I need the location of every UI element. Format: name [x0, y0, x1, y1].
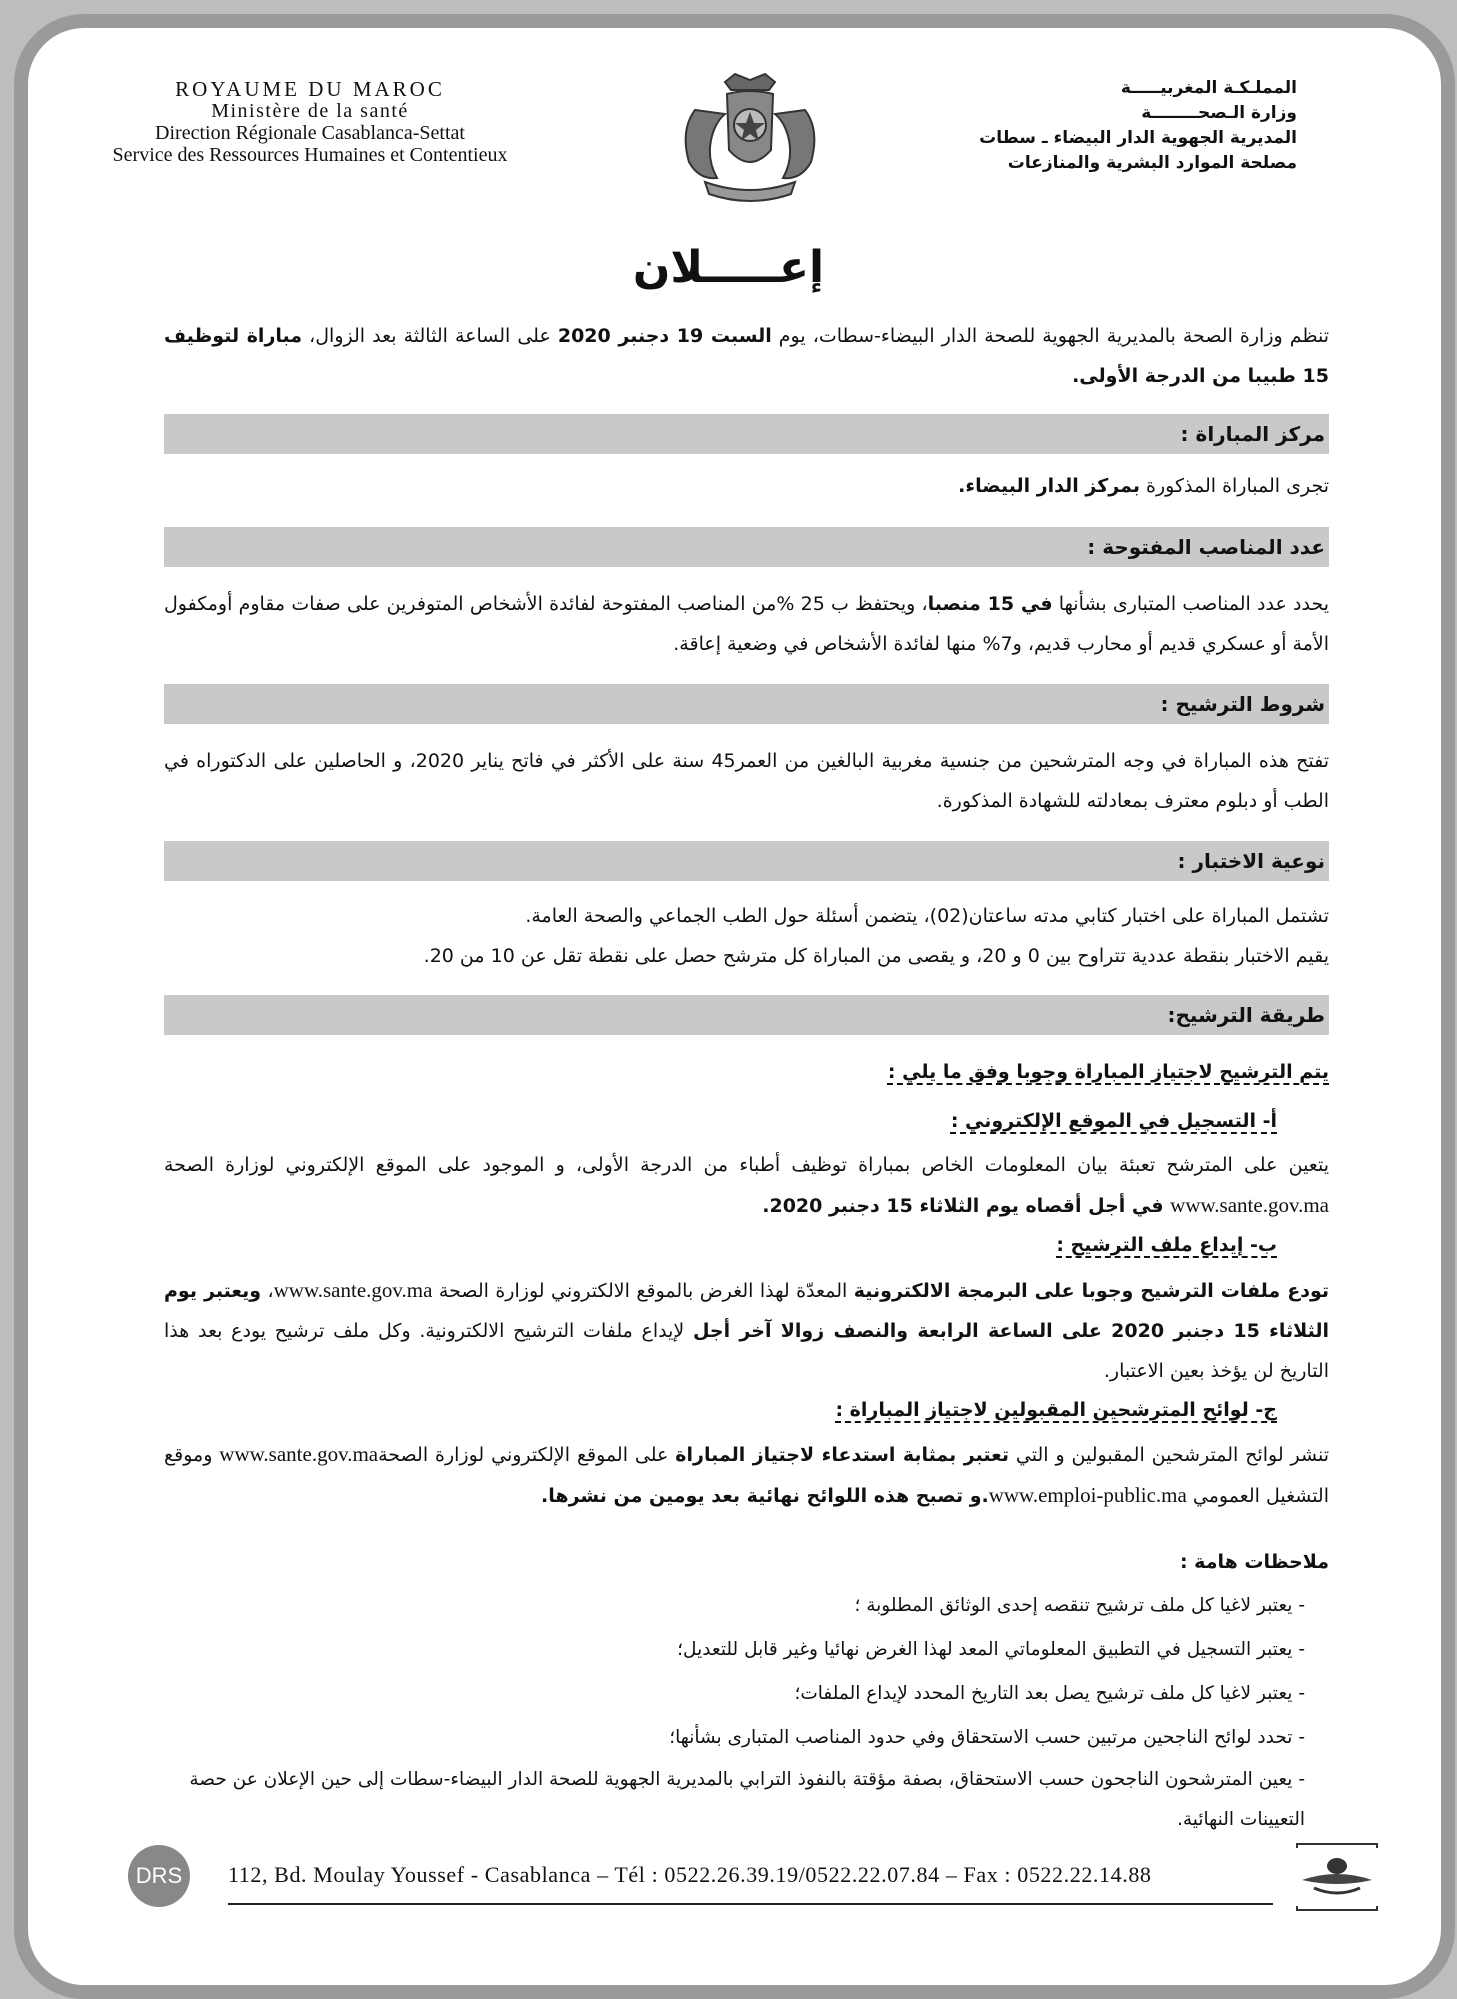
section-heading-center-label: مركز المباراة : [1180, 422, 1325, 446]
method-b-deadline: ويعتبر يوم الثلاثاء 15 دجنبر 2020 على الساعة الرابعة والنصف زوالا آخر أجل [164, 1280, 1329, 1342]
exam-line-2: يقيم الاختبار بنقطة عددية تتراوح بين 0 و 20، و يقصى من المباراة كل مترشح حصل على نقطة تقل عن 10 من 20. [423, 945, 1329, 967]
intro-date: السبت 19 دجنبر 2020 [557, 325, 772, 347]
conditions-paragraph: تفتح هذه المباراة في وجه المترشحين من جنسية مغربية البالغين من العمر45 سنة على الأكثر في فاتح يناير 2020، و الحاصلين على الدكتوراه في الطب أو دبلوم معترف بمعادلته للشهادة المذكورة. [164, 750, 1329, 812]
note-item: - يعتبر لاغيا كل ملف ترشيح تنقصه إحدى الوثائق المطلوبة ؛ [164, 1584, 1305, 1628]
method-b-text-2: ، [261, 1280, 274, 1302]
note-item: - يعتبر لاغيا كل ملف ترشيح يصل بعد التاريخ المحدد لإيداع الملفات؛ [164, 1672, 1305, 1716]
header-fr-line-2: Ministère de la santé [211, 100, 409, 122]
method-b-paragraph [164, 1270, 1329, 1391]
header-fr-line-1: ROYAUME DU MAROC [175, 77, 445, 101]
section-heading-method-label: طريقة الترشيح: [1167, 1003, 1325, 1027]
header-fr-line-4: Service des Ressources Humaines et Contentieux [112, 144, 508, 166]
method-c-url-2: www.emploi-public.ma [988, 1483, 1187, 1507]
header-fr-line-3: Direction Régionale Casablanca-Settat [155, 122, 465, 144]
header-ar-line-1: المملـكـة المغربيـــــة [1120, 78, 1297, 98]
footer-rule [228, 1903, 1273, 1905]
method-c-text-1: تنشر لوائح المترشحين المقبولين و التي [1008, 1444, 1330, 1466]
method-a-deadline: في أجل أقصاه يوم الثلاثاء 15 دجنبر 2020. [762, 1195, 1171, 1217]
eye-hand-logo-icon [1292, 1842, 1382, 1912]
section-heading-exam-label: نوعية الاختبار : [1177, 849, 1325, 873]
method-lead: يتم الترشيح لاجتياز المباراة وجوبا وفق ما يلي : [887, 1061, 1329, 1083]
posts-text-1: يحدد عدد المناصب المتبارى بشأنها [1052, 593, 1329, 615]
method-c-bold-2: .و تصبح هذه اللوائح نهائية بعد يومين من نشرها. [541, 1485, 989, 1507]
section-heading-center [164, 414, 1329, 454]
intro-competition: مباراة لتوظيف 15 طبيبا من الدرجة الأولى. [164, 325, 1329, 387]
intro-text-1: تنظم وزارة الصحة بالمديرية الجهوية للصحة الدار البيضاء-سطات، يوم [771, 325, 1329, 347]
section-heading-exam [164, 841, 1329, 881]
drs-logo: DRS [128, 1845, 190, 1907]
method-b-url: www.sante.gov.ma [273, 1278, 433, 1302]
method-c-bold-1: تعتبر بمثابة استدعاء لاجتياز المباراة [675, 1444, 1009, 1466]
notes-section [164, 1540, 1329, 1840]
method-a-url: www.sante.gov.ma [1170, 1193, 1329, 1217]
section-heading-method [164, 995, 1329, 1035]
section-heading-posts [164, 527, 1329, 567]
method-c-title: ج- لوائح المترشحين المقبولين لاجتياز المباراة : [835, 1399, 1277, 1421]
method-b-text-3: لإيداع ملفات الترشيح الالكترونية. وكل ملف ترشيح يودع بعد هذا التاريخ لن يؤخذ بعين الاعتبار. [164, 1320, 1329, 1382]
note-item: - تحدد لوائح الناجحين مرتبين حسب الاستحقاق وفي حدود المناصب المتبارى بشأنها؛ [164, 1716, 1305, 1760]
method-a-title: أ- التسجيل في الموقع الإلكتروني : [950, 1110, 1277, 1132]
method-c-text-3: وموقع التشغيل العمومي [164, 1444, 1329, 1507]
exam-line-1: تشتمل المباراة على اختبار كتابي مدته ساعتان(02)، يتضمن أسئلة حول الطب الجماعي والصحة العامة. [525, 905, 1329, 927]
moroccan-coat-of-arms-icon [665, 70, 835, 210]
header-ar-line-4: مصلحة الموارد البشرية والمنازعات [1007, 153, 1297, 173]
center-paragraph [164, 466, 1329, 506]
method-c-url-1: www.sante.gov.ma [219, 1442, 379, 1466]
header-arabic [877, 76, 1297, 176]
notes-heading: ملاحظات هامة : [1179, 1551, 1329, 1573]
method-a-text: يتعين على المترشح تعبئة بيان المعلومات الخاص بمباراة توظيف أطباء من الدرجة الأولى، و الموجود على الموقع الإلكتروني لوزارة الصحة [164, 1154, 1329, 1176]
intro-text-2: على الساعة الثالثة بعد الزوال، [302, 325, 558, 347]
section-heading-conditions [164, 684, 1329, 724]
method-c-paragraph [164, 1434, 1329, 1516]
header-french [60, 78, 560, 166]
section-heading-conditions-label: شروط الترشيح : [1160, 692, 1325, 716]
intro-paragraph [164, 316, 1329, 396]
section-heading-posts-label: عدد المناصب المفتوحة : [1087, 535, 1325, 559]
posts-paragraph [164, 584, 1329, 664]
center-location: بمركز الدار البيضاء. [958, 475, 1140, 497]
notes-list [164, 1584, 1329, 1840]
announcement-title: إعـــــلان [632, 242, 825, 293]
center-text: تجرى المباراة المذكورة [1139, 475, 1329, 497]
method-a-paragraph [164, 1145, 1329, 1226]
exam-paragraph [164, 896, 1329, 976]
method-b-bold-1: تودع ملفات الترشيح وجوبا على البرمجة الالكترونية [853, 1280, 1329, 1302]
note-item: - يعتبر التسجيل في التطبيق المعلوماتي المعد لهذا الغرض نهائيا وغير قابل للتعديل؛ [164, 1628, 1305, 1672]
header-ar-line-2: وزارة الـصحــــــــة [1141, 103, 1297, 123]
method-b-text-1: المعدّة لهذا الغرض بالموقع الالكتروني لوزارة الصحة [432, 1280, 854, 1302]
posts-text-2: ، ويحتفظ ب 25 %من المناصب المفتوحة لفائدة الأشخاص المتوفرين على صفات مقاوم أومكفول الأمة أو عسكري قديم أو محارب قديم، و7% منها لفائدة الأشخاص في وضعية إعاقة. [164, 593, 1329, 655]
note-item: - يعين المترشحون الناجحون حسب الاستحقاق، بصفة مؤقتة بالنفوذ الترابي بالمديرية الجهوية للصحة الدار البيضاء-سطات إلى حين الإعلان عن حصة التعيينات النهائية. [164, 1760, 1305, 1840]
method-b-title: ب- إيداع ملف الترشيح : [1056, 1234, 1277, 1256]
header-ar-line-3: المديرية الجهوية الدار البيضاء ـ سطات [979, 128, 1297, 148]
posts-count: في 15 منصبا [927, 593, 1053, 615]
footer-address: 112, Bd. Moulay Youssef - Casablanca – Tél : 0522.26.39.19/0522.22.07.84 – Fax : 0522.22.14.88 [228, 1862, 1152, 1887]
method-c-text-2: على الموقع الإلكتروني لوزارة الصحة [378, 1444, 676, 1466]
